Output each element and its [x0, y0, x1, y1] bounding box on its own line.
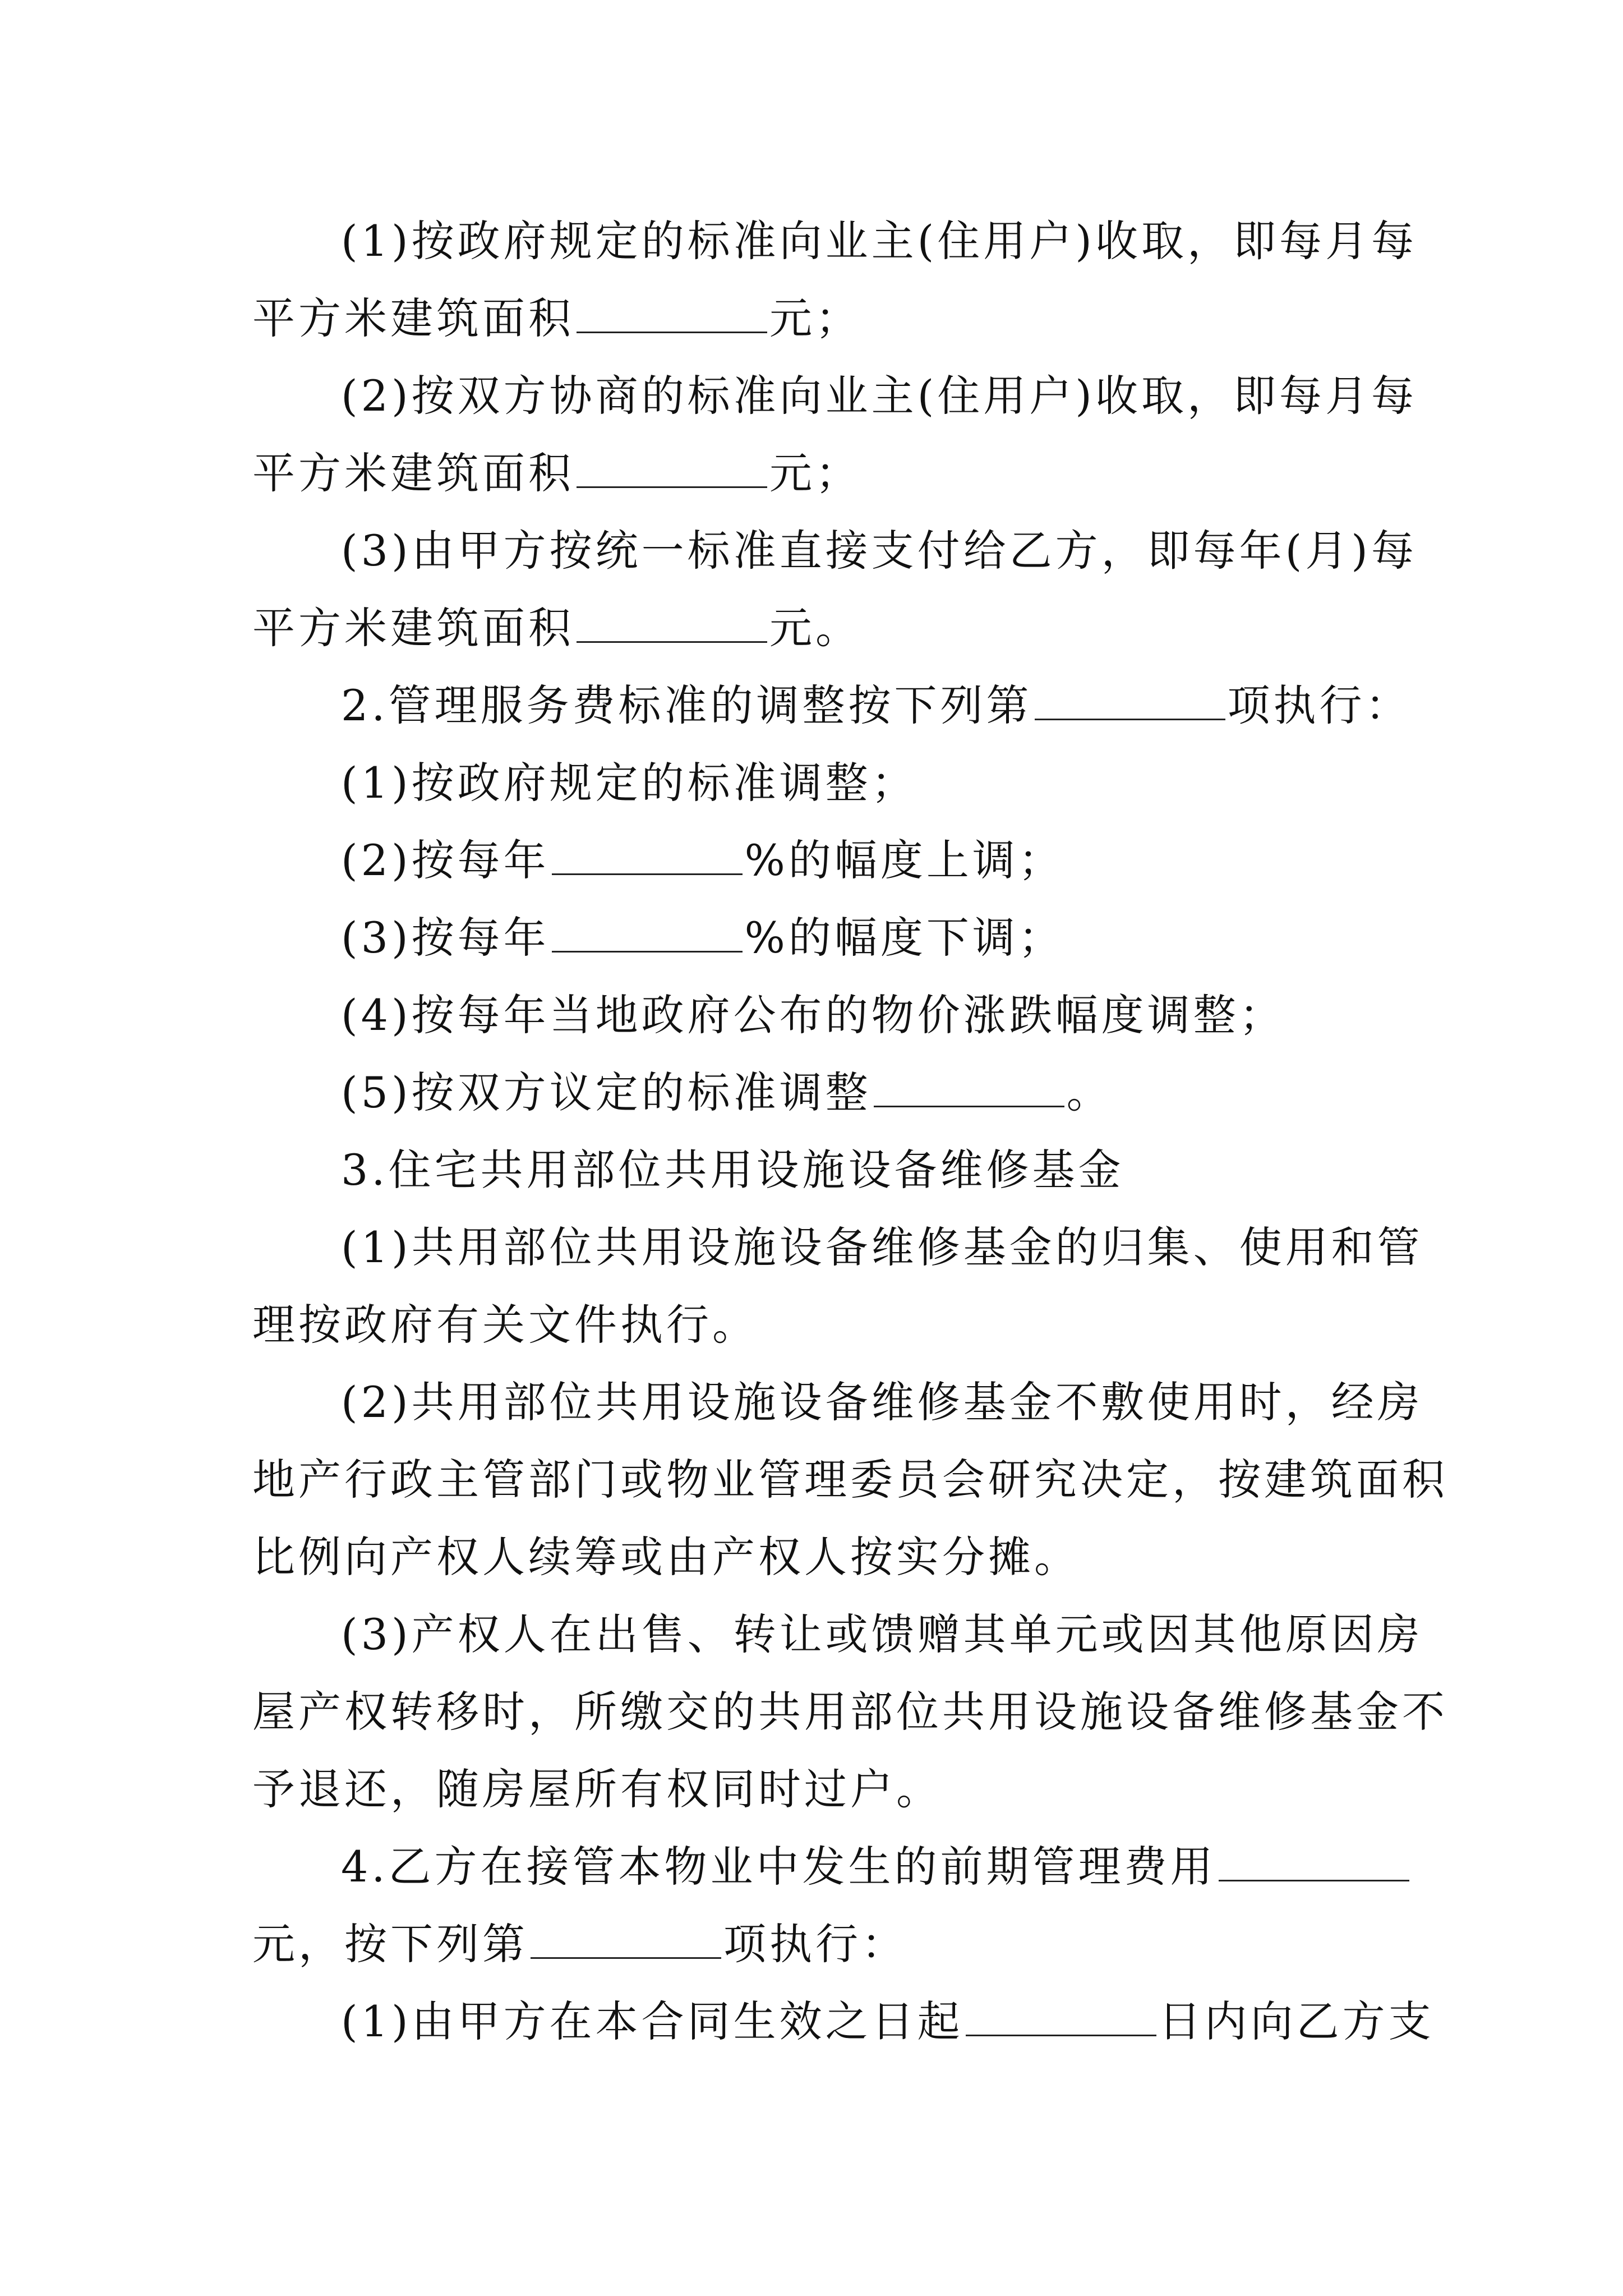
- text-segment: 平方米建筑面积: [252, 293, 574, 343]
- fill-in-blank: [552, 840, 743, 875]
- text-segment: (1)按政府规定的标准向业主(住用户)收取，即每月每: [341, 216, 1417, 266]
- text-segment: 比例向产权人续筹或由产权人按实分摊。: [252, 1532, 1080, 1582]
- text-segment: (4)按每年当地政府公布的物价涨跌幅度调整；: [341, 990, 1285, 1040]
- text-segment: (1)共用部位共用设施设备维修基金的归集、使用和管: [341, 1222, 1423, 1272]
- text-segment: 予退还，随房屋所有权同时过户。: [252, 1764, 942, 1814]
- text-line: [0, 1828, 1623, 1906]
- fill-in-blank: [966, 2001, 1156, 2036]
- text-line: [0, 1286, 1623, 1364]
- text-segment: 2.管理服务费标准的调整按下列第: [341, 680, 1032, 730]
- text-line: [0, 434, 1623, 513]
- text-line: [0, 1208, 1623, 1287]
- fill-in-blank: [577, 298, 767, 333]
- text-segment: %的幅度上调；: [744, 835, 1064, 885]
- text-line: [0, 821, 1623, 900]
- text-segment: 3.住宅共用部位共用设施设备维修基金: [341, 1145, 1124, 1195]
- text-segment: 元，按下列第: [252, 1919, 528, 1969]
- text-line: [0, 1363, 1623, 1442]
- text-line: [0, 1053, 1623, 1132]
- text-line: [0, 589, 1623, 668]
- text-segment: 4.乙方在接管本物业中发生的前期管理费用: [341, 1842, 1216, 1892]
- text-segment: 元；: [769, 448, 861, 498]
- text-segment: (3)由甲方按统一标准直接支付给乙方，即每年(月)每: [341, 526, 1417, 576]
- text-segment: %的幅度下调；: [744, 913, 1064, 963]
- text-line: [0, 1905, 1623, 1984]
- fill-in-blank: [577, 453, 767, 488]
- text-segment: 项执行：: [723, 1919, 907, 1969]
- text-segment: (2)按每年: [341, 835, 550, 885]
- fill-in-blank: [577, 608, 767, 643]
- text-line: [0, 666, 1623, 745]
- text-line: [0, 202, 1623, 280]
- fill-in-blank: [531, 1924, 721, 1959]
- text-segment: 屋产权转移时，所缴交的共用部位共用设施设备维修基金不: [252, 1687, 1448, 1737]
- text-segment: (2)共用部位共用设施设备维修基金不敷使用时，经房: [341, 1377, 1423, 1427]
- text-segment: 。: [1066, 1068, 1113, 1117]
- text-line: [0, 1518, 1623, 1596]
- text-line: [0, 1441, 1623, 1519]
- text-line: [0, 279, 1623, 358]
- text-segment: (3)产权人在出售、转让或馈赠其单元或因其他原因房: [341, 1609, 1423, 1659]
- text-segment: (2)按双方协商的标准向业主(住用户)收取，即每月每: [341, 371, 1417, 421]
- text-segment: (1)按政府规定的标准调整；: [341, 758, 917, 808]
- fill-in-blank: [874, 1072, 1064, 1107]
- fill-in-blank: [1219, 1846, 1409, 1881]
- text-segment: 元。: [769, 603, 861, 653]
- text-segment: 元；: [769, 293, 861, 343]
- text-line: [0, 1982, 1623, 2061]
- text-line: [0, 744, 1623, 822]
- text-segment: 项执行：: [1227, 680, 1412, 730]
- text-segment: 平方米建筑面积: [252, 603, 574, 653]
- text-segment: 理按政府有关文件执行。: [252, 1300, 758, 1350]
- fill-in-blank: [552, 917, 743, 953]
- text-line: [0, 976, 1623, 1055]
- text-line: [0, 1131, 1623, 1209]
- text-segment: 日内向乙方支: [1158, 1996, 1435, 2046]
- text-segment: (3)按每年: [341, 913, 550, 963]
- text-line: [0, 357, 1623, 435]
- text-segment: 地产行政主管部门或物业管理委员会研究决定，按建筑面积: [252, 1455, 1448, 1504]
- text-line: [0, 1673, 1623, 1751]
- text-line: [0, 512, 1623, 590]
- fill-in-blank: [1035, 685, 1225, 720]
- text-segment: 平方米建筑面积: [252, 448, 574, 498]
- text-segment: (1)由甲方在本合同生效之日起: [341, 1996, 963, 2046]
- text-line: [0, 1595, 1623, 1674]
- text-line: [0, 1750, 1623, 1829]
- text-segment: (5)按双方议定的标准调整: [341, 1068, 872, 1117]
- text-line: [0, 899, 1623, 977]
